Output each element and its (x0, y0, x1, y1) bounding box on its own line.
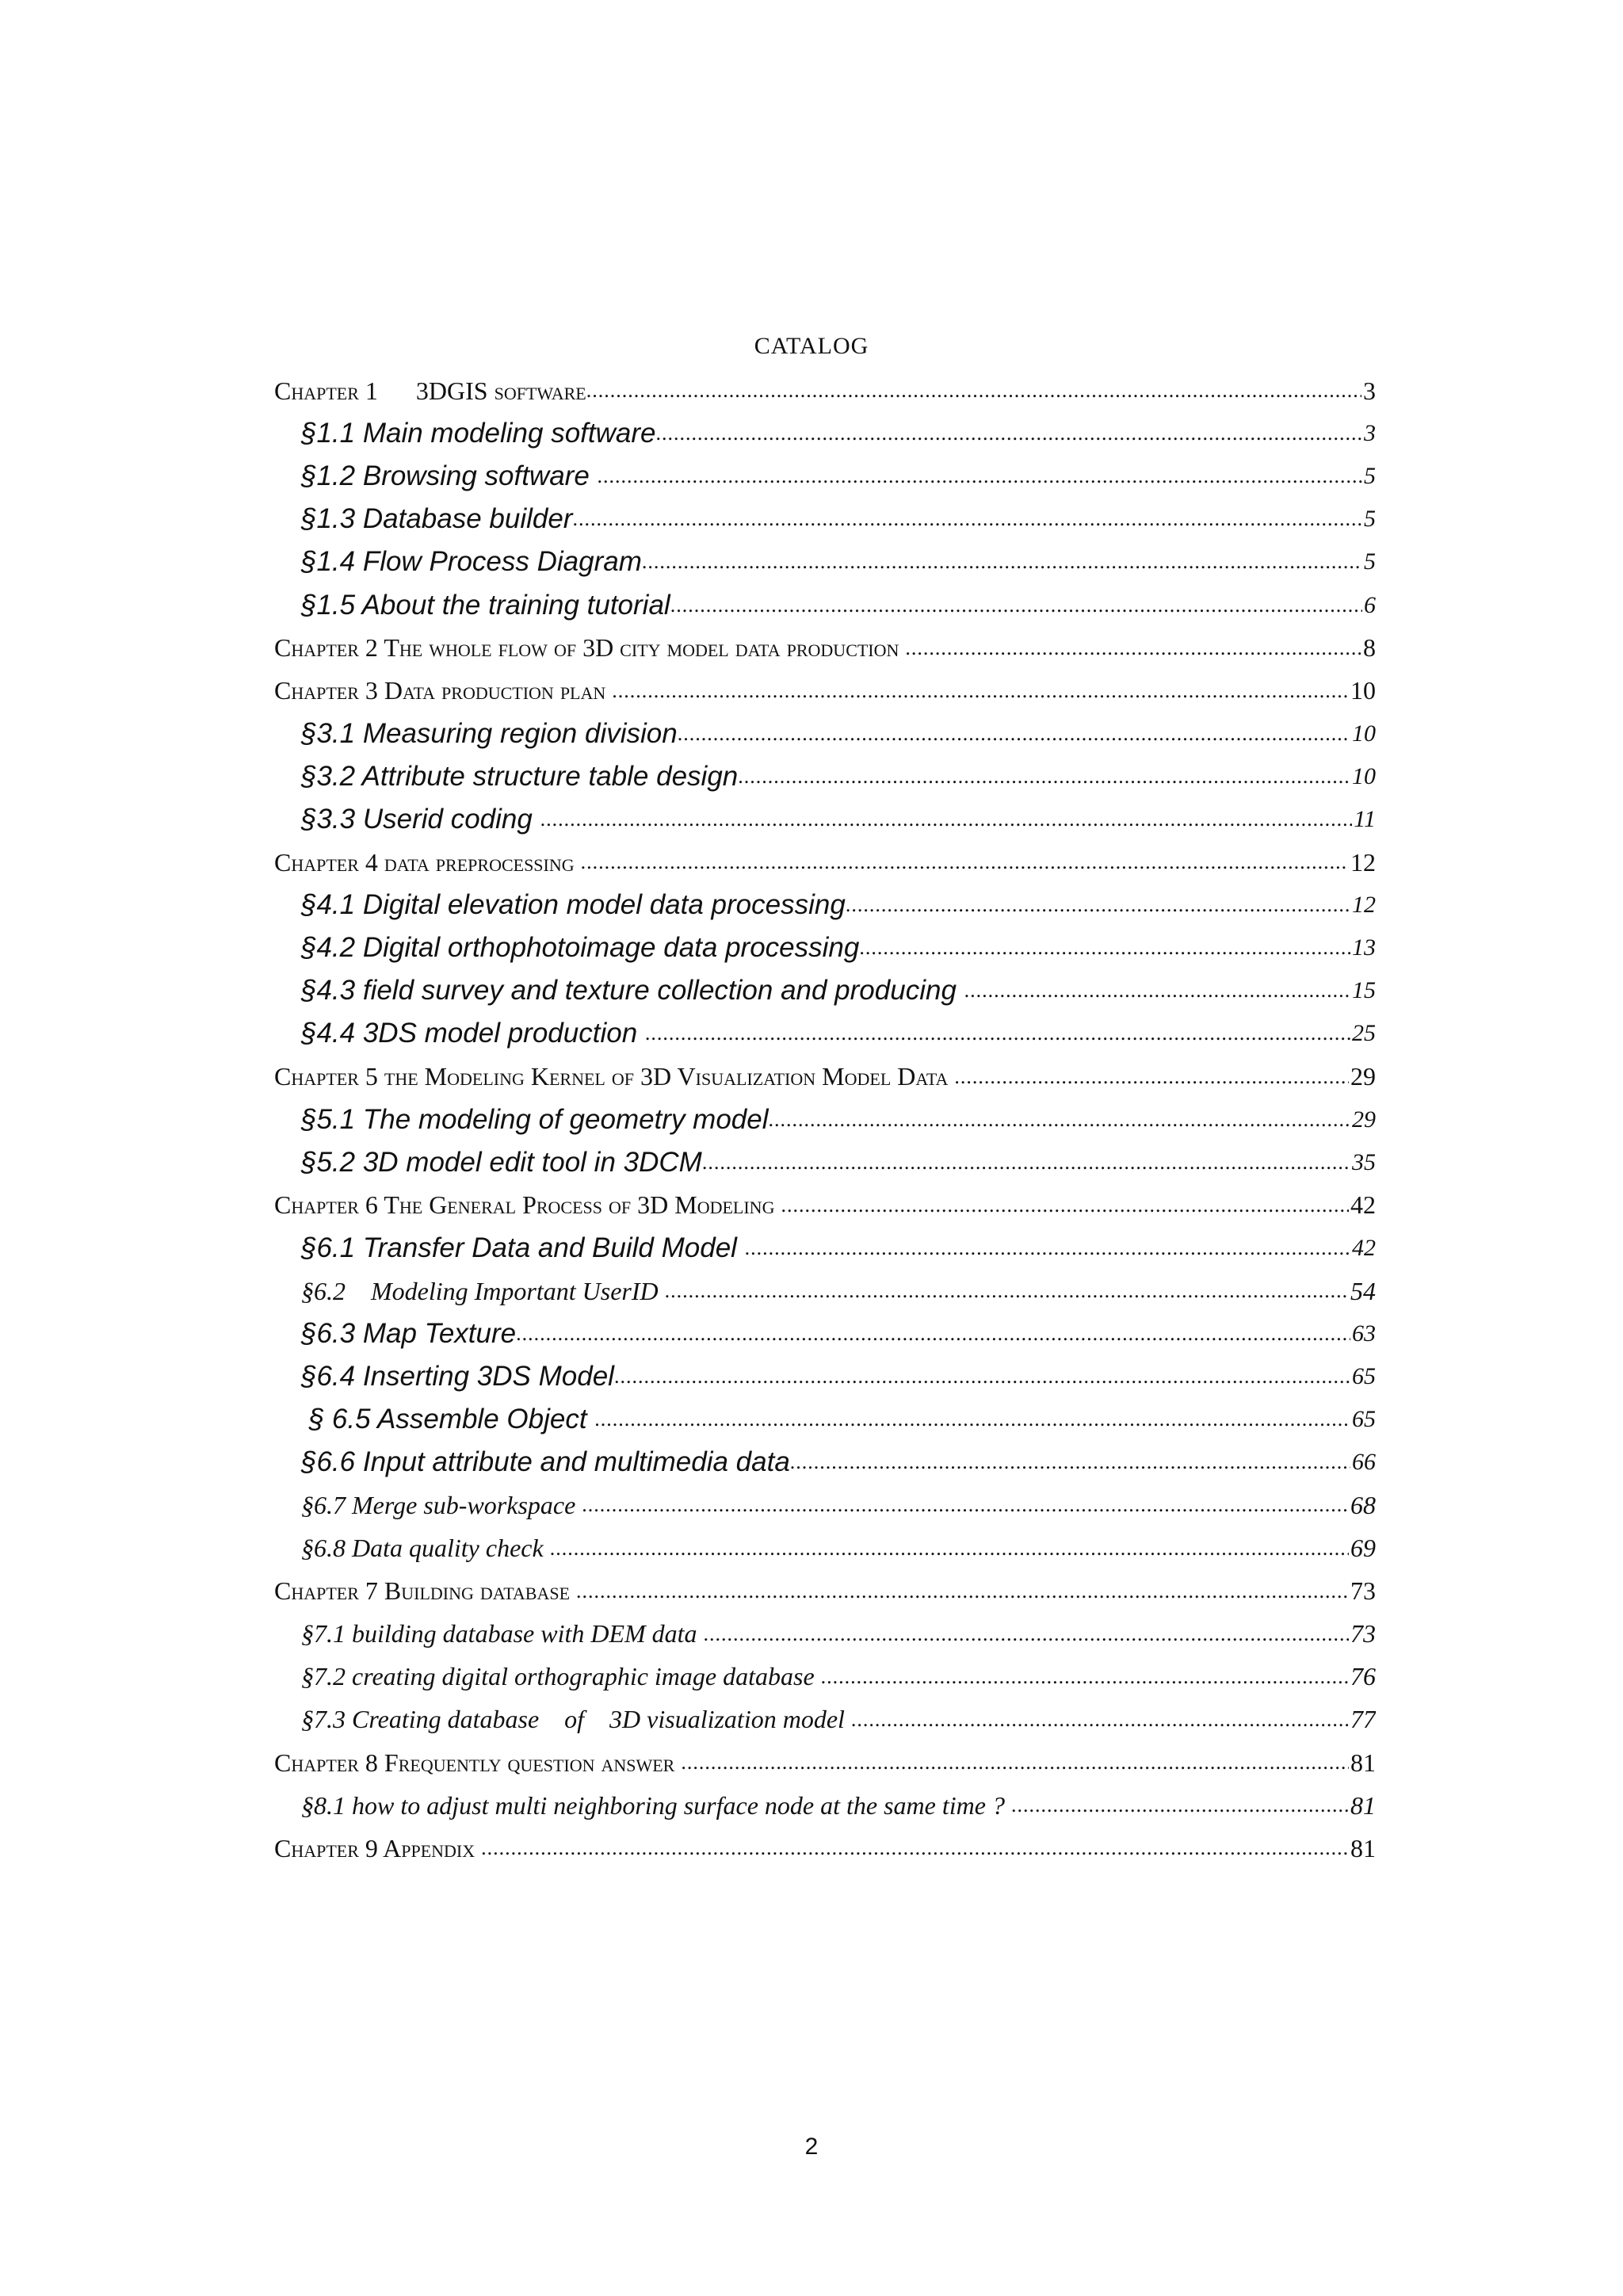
toc-entry-label: Chapter 1 3DGIS software (274, 376, 586, 405)
toc-section-entry[interactable] (274, 1784, 1376, 1827)
toc-entry-label: §6.8 Data quality check (301, 1534, 550, 1563)
toc-entry-page-number: 73 (1350, 1619, 1376, 1648)
toc-entry-page-number: 77 (1350, 1705, 1376, 1734)
toc-entry-page-number: 42 (1352, 1234, 1376, 1261)
toc-entry-label: §4.3 field survey and texture collection and producing (301, 975, 964, 1007)
toc-entry-label: Chapter 5 the Modeling Kernel of 3D Visualization Model Data (274, 1062, 955, 1091)
toc-entry-page-number: 81 (1350, 1833, 1376, 1862)
toc-entry-label: §1.5 About the training tutorial (301, 589, 670, 621)
toc-entry-page-number: 5 (1364, 463, 1376, 490)
toc-entry-label: §5.1 The modeling of geometry model (301, 1103, 769, 1135)
toc-dot-leader (550, 1537, 1349, 1561)
toc-entry-label: §6.1 Transfer Data and Build Model (301, 1232, 745, 1263)
toc-section-entry[interactable] (274, 1656, 1376, 1698)
toc-dot-leader (738, 765, 1350, 789)
toc-entry-page-number: 76 (1350, 1662, 1376, 1691)
toc-dot-leader (581, 850, 1349, 874)
toc-entry-label: §3.1 Measuring region division (301, 717, 678, 749)
toc-dot-leader (572, 507, 1362, 531)
toc-section-entry[interactable] (274, 1012, 1376, 1055)
toc-dot-leader (594, 1408, 1350, 1431)
toc-dot-leader (905, 636, 1361, 660)
toc-dot-leader (821, 1665, 1349, 1689)
toc-dot-leader (670, 594, 1362, 617)
toc-dot-leader (859, 936, 1350, 960)
toc-dot-leader (598, 464, 1362, 488)
toc-chapter-entry[interactable] (274, 1827, 1376, 1870)
toc-entry-label: §1.1 Main modeling software (301, 418, 656, 449)
toc-dot-leader (612, 679, 1349, 703)
toc-section-entry[interactable] (274, 1398, 1376, 1441)
toc-entry-label: §1.2 Browsing software (301, 460, 598, 492)
toc-section-entry[interactable] (274, 1698, 1376, 1741)
toc-entry-page-number: 66 (1352, 1449, 1376, 1476)
toc-dot-leader (704, 1622, 1349, 1646)
toc-entry-page-number: 8 (1363, 633, 1376, 663)
toc-section-entry[interactable] (274, 1227, 1376, 1270)
toc-entry-label: §5.2 3D model edit tool in 3DCM (301, 1146, 702, 1178)
table-of-contents (274, 369, 1376, 1870)
toc-section-entry[interactable] (274, 969, 1376, 1012)
toc-entry-label: §7.3 Creating database of 3D visualization model (301, 1705, 851, 1734)
toc-dot-leader (681, 1751, 1349, 1775)
toc-dot-leader (665, 1279, 1349, 1303)
toc-entry-label: §6.6 Input attribute and multimedia data (301, 1446, 790, 1478)
toc-entry-page-number: 10 (1352, 720, 1376, 747)
toc-section-entry[interactable] (274, 884, 1376, 926)
toc-entry-label: Chapter 2 The whole flow of 3D city model data production (274, 633, 906, 663)
toc-section-entry[interactable] (274, 1613, 1376, 1656)
toc-entry-page-number: 29 (1352, 1106, 1376, 1133)
toc-section-entry[interactable] (274, 455, 1376, 498)
toc-entry-page-number: 10 (1352, 762, 1376, 789)
toc-dot-leader (846, 893, 1350, 917)
toc-entry-page-number: 3 (1363, 376, 1376, 405)
toc-entry-page-number: 3 (1364, 420, 1376, 447)
toc-entry-label: §3.3 Userid coding (301, 803, 540, 835)
toc-entry-page-number: 81 (1350, 1748, 1376, 1777)
toc-entry-page-number: 15 (1352, 977, 1376, 1004)
toc-entry-page-number: 6 (1364, 591, 1376, 618)
toc-entry-label: §3.2 Attribute structure table design (301, 760, 739, 792)
toc-entry-label: §6.7 Merge sub-workspace (301, 1490, 582, 1519)
toc-entry-label: §4.4 3DS model production (301, 1018, 645, 1049)
toc-section-entry[interactable] (274, 583, 1376, 626)
toc-section-entry[interactable] (274, 541, 1376, 583)
toc-dot-leader (655, 422, 1362, 445)
toc-entry-label: Chapter 3 Data production plan (274, 676, 613, 705)
toc-entry-page-number: 73 (1350, 1576, 1376, 1606)
toc-entry-label: §8.1 how to adjust multi neighboring surface node at the same time ? (301, 1790, 1011, 1820)
toc-entry-page-number: 54 (1350, 1276, 1376, 1305)
toc-section-entry[interactable] (274, 412, 1376, 455)
toc-entry-page-number: 68 (1350, 1490, 1376, 1519)
toc-dot-leader (481, 1836, 1349, 1860)
toc-section-entry[interactable] (274, 712, 1376, 755)
toc-entry-page-number: 5 (1364, 548, 1376, 575)
toc-entry-label: §6.4 Inserting 3DS Model (301, 1361, 614, 1392)
toc-dot-leader (1011, 1794, 1349, 1817)
toc-entry-label: Chapter 8 Frequently question answer (274, 1748, 682, 1777)
toc-section-entry[interactable] (274, 1312, 1376, 1355)
toc-entry-label: Chapter 6 The General Process of 3D Modeling (274, 1190, 781, 1220)
toc-section-entry[interactable] (274, 926, 1376, 969)
toc-chapter-entry[interactable] (274, 369, 1376, 412)
toc-entry-label: §4.2 Digital orthophotoimage data processing (301, 932, 860, 964)
toc-dot-leader (516, 1322, 1350, 1346)
toc-dot-leader (954, 1065, 1349, 1089)
toc-dot-leader (964, 979, 1350, 1003)
toc-entry-page-number: 63 (1352, 1320, 1376, 1347)
toc-entry-label: Chapter 7 Building database (274, 1576, 577, 1606)
toc-section-entry[interactable] (274, 1270, 1376, 1312)
toc-section-entry[interactable] (274, 1527, 1376, 1570)
toc-entry-page-number: 13 (1352, 934, 1376, 961)
toc-chapter-entry[interactable] (274, 1184, 1376, 1227)
toc-dot-leader (678, 722, 1350, 746)
toc-entry-label: §7.1 building database with DEM data (301, 1619, 704, 1648)
toc-section-entry[interactable] (274, 1484, 1376, 1526)
toc-section-entry[interactable] (274, 498, 1376, 541)
toc-dot-leader (781, 1194, 1349, 1217)
toc-entry-label: §1.4 Flow Process Diagram (301, 546, 642, 578)
toc-section-entry[interactable] (274, 1141, 1376, 1184)
toc-chapter-entry[interactable] (274, 1741, 1376, 1784)
toc-entry-page-number: 42 (1350, 1190, 1376, 1220)
toc-chapter-entry[interactable] (274, 1056, 1376, 1098)
catalog-title: CATALOG (754, 333, 869, 359)
toc-dot-leader (582, 1493, 1349, 1517)
toc-dot-leader (576, 1580, 1349, 1603)
toc-dot-leader (614, 1365, 1350, 1389)
toc-entry-label: §4.1 Digital elevation model data processing (301, 889, 846, 921)
toc-entry-page-number: 69 (1350, 1534, 1376, 1563)
toc-section-entry[interactable] (274, 798, 1376, 841)
toc-chapter-entry[interactable] (274, 627, 1376, 670)
toc-dot-leader (540, 808, 1353, 831)
toc-chapter-entry[interactable] (274, 841, 1376, 884)
page-number: 2 (804, 2134, 819, 2160)
toc-chapter-entry[interactable] (274, 670, 1376, 712)
toc-entry-page-number: 65 (1352, 1363, 1376, 1390)
toc-entry-page-number: 81 (1350, 1790, 1376, 1820)
toc-entry-label: §6.2 Modeling Important UserID (301, 1276, 665, 1305)
toc-entry-label: §7.2 creating digital orthographic image database (301, 1662, 821, 1691)
toc-entry-label: §1.3 Database builder (301, 503, 573, 535)
toc-dot-leader (745, 1236, 1350, 1260)
toc-section-entry[interactable] (274, 1441, 1376, 1484)
toc-entry-label: Chapter 4 data preprocessing (274, 847, 581, 877)
toc-section-entry[interactable] (274, 1098, 1376, 1141)
toc-section-entry[interactable] (274, 1355, 1376, 1398)
toc-section-entry[interactable] (274, 755, 1376, 798)
toc-entry-page-number: 10 (1350, 676, 1376, 705)
toc-dot-leader (769, 1108, 1351, 1132)
toc-entry-page-number: 12 (1352, 892, 1376, 919)
toc-dot-leader (642, 550, 1362, 574)
toc-entry-label: §6.3 Map Texture (301, 1318, 517, 1350)
toc-entry-page-number: 5 (1364, 506, 1376, 533)
toc-entry-page-number: 12 (1350, 847, 1376, 877)
toc-entry-page-number: 11 (1354, 805, 1376, 832)
toc-entry-page-number: 25 (1352, 1020, 1376, 1047)
toc-entry-label: Chapter 9 Appendix (274, 1833, 482, 1862)
toc-entry-page-number: 65 (1352, 1406, 1376, 1433)
toc-entry-label: § 6.5 Assemble Object (301, 1404, 595, 1435)
toc-dot-leader (790, 1450, 1350, 1474)
toc-dot-leader (702, 1151, 1350, 1175)
toc-entry-page-number: 35 (1352, 1148, 1376, 1175)
toc-dot-leader (586, 379, 1361, 403)
toc-dot-leader (645, 1022, 1350, 1045)
toc-dot-leader (851, 1708, 1349, 1732)
toc-entry-page-number: 29 (1350, 1062, 1376, 1091)
toc-chapter-entry[interactable] (274, 1570, 1376, 1613)
